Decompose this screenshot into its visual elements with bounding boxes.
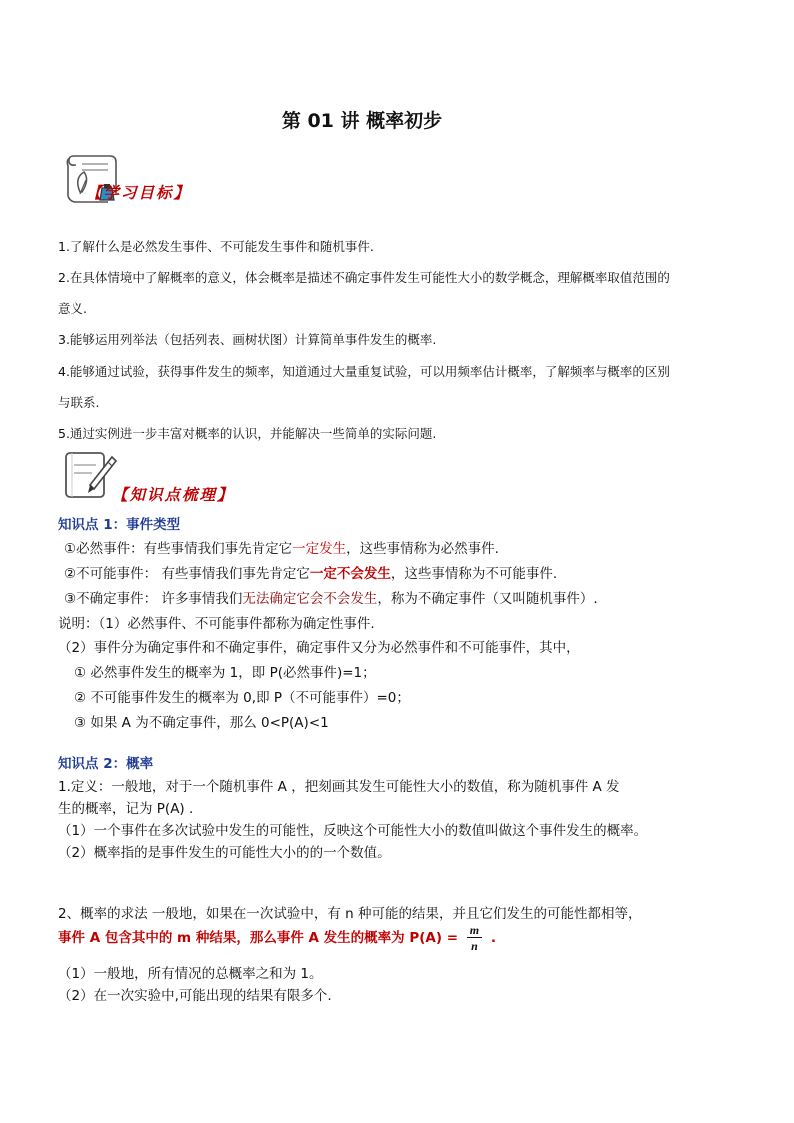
item-text: 不确定事件： 许多事情我们: [76, 591, 243, 607]
method-note: （1）一般地，所有情况的总概率之和为 1。: [58, 966, 323, 982]
item-text: 必然事件：有些事情我们事先肯定它: [76, 541, 293, 557]
method-line: 2、概率的求法 一般地，如果在一次试验中，有 n 种可能的结果，并且它们发生的可能性都相等，: [58, 906, 642, 922]
method-note: （2）在一次实验中,可能出现的结果有限多个.: [58, 988, 332, 1004]
fraction-m-over-n: [467, 924, 482, 952]
formula-text: 事件 A 包含其中的 m 种结果，那么事件 A 发生的概率为 P(A) =: [58, 930, 459, 946]
item-number: ①: [64, 541, 77, 557]
fraction-numerator: m: [467, 924, 482, 938]
item-number: ③: [64, 591, 77, 607]
definition-line: 生的概率，记为 P(A) .: [58, 801, 194, 817]
note-line: （2）事件分为确定事件和不确定事件，确定事件又分为必然事件和不可能事件，其中，: [58, 640, 580, 656]
formula-period: .: [490, 930, 496, 946]
objective-line: 与联系.: [58, 395, 100, 410]
event-type-impossible: [64, 562, 557, 582]
item-text: 不可能事件： 有些事情我们事先肯定它: [76, 566, 310, 582]
objective-line: 3.能够运用列举法（包括列表、画树状图）计算简单事件发生的概率.: [58, 332, 437, 347]
note-sub-line: ① 必然事件发生的概率为 1，即 P(必然事件)=1；: [74, 665, 376, 681]
note-line: 说明：（1）必然事件、不可能事件都称为确定性事件.: [58, 616, 375, 632]
definition-point: （1）一个事件在多次试验中发生的可能性，反映这个可能性大小的数值叫做这个事件发生的概率。: [58, 823, 648, 839]
item-text: ，这些事情称为不可能事件.: [390, 566, 558, 582]
event-type-uncertain: [64, 587, 598, 607]
kp2-heading: 知识点 2：概率: [58, 756, 154, 772]
event-type-certain: [64, 537, 499, 557]
page-title: 第 01 讲 概率初步: [281, 110, 443, 132]
highlight-text: 一定不会发生: [309, 566, 391, 582]
objective-line: 5.通过实例进一步丰富对概率的认识，并能解决一些简单的实际问题.: [58, 426, 437, 441]
highlight-text: 一定发生: [292, 541, 347, 557]
definition-line: 1.定义：一般地，对于一个随机事件 A ，把刻画其发生可能性大小的数值，称为随机事件 A 发: [58, 779, 620, 795]
kp1-heading: 知识点 1：事件类型: [58, 517, 181, 533]
item-text: ，这些事情称为必然事件.: [346, 541, 499, 557]
objective-line: 1.了解什么是必然发生事件、不可能发生事件和随机事件.: [58, 239, 374, 254]
note-sub-line: ③ 如果 A 为不确定事件，那么 0<P(A)<1: [74, 715, 329, 731]
objective-line: 4.能够通过试验，获得事件发生的频率，知道通过大量重复试验，可以用频率估计概率，了解频率与概率的区别: [58, 364, 670, 379]
section-header-objectives: 【学习目标】: [86, 183, 192, 202]
section-header-knowledge: 【知识点梳理】: [112, 485, 235, 504]
objective-line: 2.在具体情境中了解概率的意义，体会概率是描述不确定事件发生可能性大小的数学概念，理解概率取值范围的: [58, 270, 670, 285]
definition-point: （2）概率指的是事件发生的可能性大小的的一个数值。: [58, 845, 391, 861]
note-sub-line: ② 不可能事件发生的概率为 0,即 P（不可能事件）=0；: [74, 690, 410, 706]
objective-line: 意义.: [58, 301, 87, 316]
fraction-denominator: n: [471, 939, 478, 953]
method-formula-line: [58, 924, 496, 952]
item-text: ，称为不确定事件（又叫随机事件）.: [377, 591, 598, 607]
highlight-text: 无法确定它会不会发生: [242, 591, 378, 607]
notepad-pencil-icon: [60, 447, 120, 503]
item-number: ②: [64, 566, 77, 582]
